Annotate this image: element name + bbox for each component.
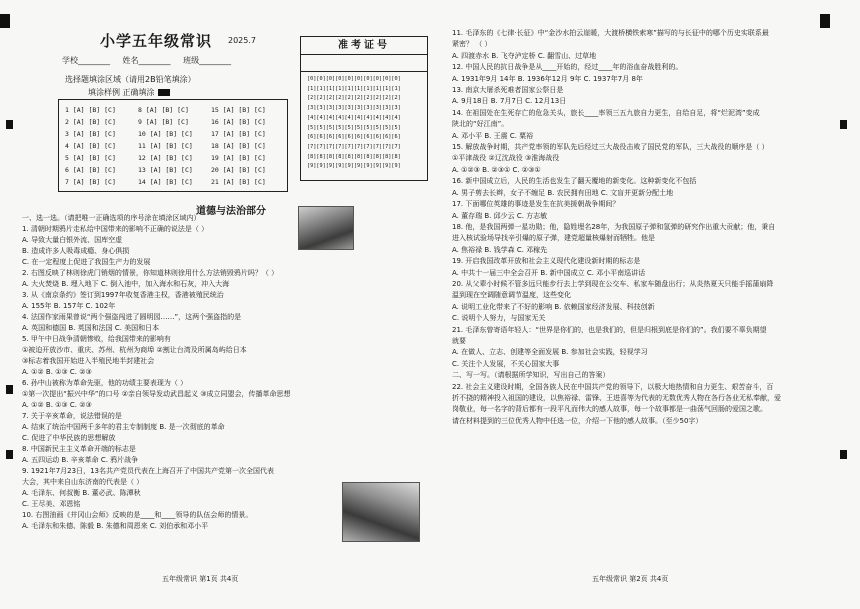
answer-bubble-group[interactable]: 17 [A] [B] [C] — [211, 130, 266, 138]
question-line: A. 毛泽东、何叔衡 B. 董必武、陈潭秋 — [22, 489, 141, 497]
page-footer: 五年级常识 第2页 共4页 — [592, 575, 669, 583]
ticket-number-boxes[interactable] — [301, 55, 427, 72]
answer-grid-row — [65, 178, 284, 186]
fill-example — [88, 87, 170, 98]
answer-bubble-group[interactable]: 6 [A] [B] [C] — [65, 166, 116, 174]
question-line: ①被迫开放沙市、重庆、苏州、杭州为商埠 ②割让台湾及所属岛屿给日本 — [22, 346, 247, 354]
question-line: 就要 — [452, 336, 466, 345]
answer-bubble-group[interactable]: 4 [A] [B] [C] — [65, 142, 116, 150]
question-line: A. 在做人、立志、创建等全面发展 B. 参加社会实践，轻视学习 — [452, 348, 648, 357]
answer-bubble-group[interactable]: 14 [A] [B] [C] — [138, 178, 193, 186]
question-line: A. ①② B. ①③ C. ②③ — [22, 401, 92, 409]
question-line: 15. 解放战争时期，共产党率领的军队先后经过三大战役击败了国民党的军队，三大战役的顺序是（ ） — [452, 143, 769, 152]
answer-bubble-group[interactable]: 8 [A] [B] [C] — [138, 106, 189, 114]
question-line: A. 毛泽东和朱德、陈毅 B. 朱德和周恩来 C. 刘伯承和邓小平 — [22, 522, 209, 530]
registration-mark — [6, 120, 13, 129]
question-line: 16. 新中国成立后，人民的生活也发生了翻天覆地的新变化。这种新变化不包括 — [452, 177, 697, 186]
ticket-title: 准考证号 — [301, 37, 427, 55]
question-line: 20. 从父辈小时候不管多远只能步行去上学到现在公交车、私家车随盘出行；从炎热夏天只能手摇蒲扇降 — [452, 279, 774, 288]
question-line: A. 邓小平 B. 王震 C. 粟裕 — [452, 131, 534, 140]
question-line: A. 焦裕禄 B. 钱学森 C. 邓稼先 — [452, 245, 548, 254]
question-line: C. 在一定程度上促进了我国生产力的发展 — [22, 258, 151, 266]
question-line: A. 大火焚烧 B. 埋入地下 C. 倒入池中，加入海水和石灰，冲入大海 — [22, 280, 230, 288]
question-line: 14. 在祖国处在生死存亡的危急关头，旅长____率领三五九旅自力更生，自给自足，将“烂泥湾”变成 — [452, 108, 760, 117]
registration-mark — [6, 450, 13, 459]
question-list — [22, 213, 291, 532]
answer-grid-row — [65, 142, 284, 150]
question-line: 请在材料提到的三位优秀人物中任选一位，介绍一下他的感人故事。（至少50字） — [452, 416, 703, 425]
question-line: A. 结束了统治中国两千多年的君主专制制度 B. 是一次彻底的革命 — [22, 423, 225, 431]
question-line: ③标志着我国开始进入半殖民地半封建社会 — [22, 357, 155, 365]
question-line: A. 五四运动 B. 辛亥革命 C. 鸦片战争 — [22, 456, 139, 464]
question-line: 进入核试验场导找辛引爆的原子弹，建党超量核爆射而牺牲。他是 — [452, 234, 655, 243]
question-line: A. 董存瑞 B. 邱少云 C. 方志敏 — [452, 211, 548, 220]
answer-bubble-group[interactable]: 2 [A] [B] [C] — [65, 118, 116, 126]
question-line: 3. 从《南京条约》签订到1997年收复香港主权，香港被殖民统治 — [22, 291, 224, 299]
question-line: 12. 中国人民的抗日战争是从____开始的，经过____年的浴血奋战胜利的。 — [452, 63, 683, 72]
registration-mark — [6, 385, 13, 394]
question-line: C. 王尽美、邓恩铭 — [22, 500, 81, 508]
question-line: 二、写一写。（请根据所学知识，写出自己的答案） — [452, 371, 610, 380]
question-line: A. 155年 B. 157年 C. 102年 — [22, 302, 116, 310]
answer-bubble-group[interactable]: 10 [A] [B] [C] — [138, 130, 193, 138]
question-line: 8. 中国新民主主义革命开端的标志是 — [22, 445, 136, 453]
question-list — [452, 28, 781, 427]
question-line: C. 促进了中华民族的思想解放 — [22, 434, 116, 442]
question-line: A. 9月18日 B. 7月7日 C. 12月13日 — [452, 97, 567, 106]
exam-date: 2025.7 — [228, 36, 256, 45]
answer-bubble-group[interactable]: 5 [A] [B] [C] — [65, 154, 116, 162]
question-line: 岗敬业，每一名字的背后都有一段平凡而伟大的感人故事，每一个故事都是一曲荡气回肠的爱国之歌。 — [452, 405, 767, 414]
registration-mark — [840, 450, 847, 459]
answer-bubble-group[interactable]: 12 [A] [B] [C] — [138, 154, 193, 162]
answer-bubble-group[interactable]: 11 [A] [B] [C] — [138, 142, 193, 150]
question-line: 陕北的“好江南”。 — [452, 120, 509, 129]
student-info — [62, 55, 241, 66]
question-line: 17. 下面哪位英雄的事迹是发生在抗美援朝战争期间？ — [452, 200, 620, 209]
filled-bubble-sample — [158, 89, 170, 96]
answer-grid-row — [65, 130, 284, 138]
answer-bubble-group[interactable]: 9 [A] [B] [C] — [138, 118, 189, 126]
question-line: A. 中共十一届三中全会召开 B. 新中国成立 C. 邓小平南巡讲话 — [452, 268, 646, 277]
answer-grid[interactable] — [58, 99, 288, 192]
name-field[interactable]: 姓名________ — [122, 56, 171, 65]
question-line: 9. 1921年7月23日，13名共产党员代表在上海召开了中国共产党第一次全国代表 — [22, 467, 274, 475]
question-line: 18. 他，是我国两弹一星功勋；他，隐姓埋名28年，为我国原子弹和氢弹的研究作出重大贡献；他，秉自 — [452, 222, 776, 231]
answer-bubble-group[interactable]: 15 [A] [B] [C] — [211, 106, 266, 114]
section-title: 道德与法治部分 — [196, 206, 266, 217]
question-line: 紧密？ （ ） — [452, 40, 492, 49]
question-line: ①平津战役 ②辽沈战役 ③淮海战役 — [452, 154, 560, 163]
question-line: 温到现在空调随意调节温度，这些变化 — [452, 291, 571, 300]
opium-burning-illustration — [298, 206, 354, 250]
ticket-digit-bubbles[interactable]: [0][0][0][0][0][0][0][0][0][0] [1][1][1][1][1][1][1][1][1][1] [2][2][2][2][2][2][2][2][2][2] [3][3][3][3][3][3][3][3][3][3] [4][4][4][4][4][4][4][4][4][4] [5][5][5][5][5][5][5][5][5][5] [6][6][6][6][6][6][6][6][6][6] [7][7][7][7][7][7][7][7][7][7] [8][8][8][8][8][8][8][8][8][8] [9][9][9][9][9][9][9][9][9][9] — [307, 76, 401, 170]
question-line: 19. 开启我国改革开放和社会主义现代化建设新时期的标志是 — [452, 257, 641, 266]
question-line: 13. 南京大屠杀死难者国家公祭日是 — [452, 86, 564, 95]
question-line: 大会，其中来自山东济南的代表是（ ） — [22, 478, 144, 486]
page-footer: 五年级常识 第1页 共4页 — [162, 575, 239, 583]
class-field[interactable]: 班级________ — [183, 56, 232, 65]
registration-mark — [0, 14, 10, 28]
exam-title: 小学五年级常识 — [100, 32, 213, 50]
answer-bubble-group[interactable]: 19 [A] [B] [C] — [211, 154, 266, 162]
question-line: ①第一次提出“振兴中华”的口号 ②亲自领导发动武昌起义 ③成立同盟会，传播革命思想 — [22, 390, 291, 398]
registration-mark — [820, 14, 830, 28]
question-line: 22. 社会主义建设时期，全国各族人民在中国共产党的领导下，以极大地热情和自力更生、艰苦奋斗，百 — [452, 382, 774, 391]
answer-bubble-group[interactable]: 21 [A] [B] [C] — [211, 178, 266, 186]
answer-bubble-group[interactable]: 1 [A] [B] [C] — [65, 106, 116, 114]
question-line: 21. 毛泽东曾寄语年轻人：“世界是你们的，也是我们的，但是归根到底是你们的”。我们要不辜负期望 — [452, 325, 767, 334]
question-line: C. 关注个人发展，不关心国家大事 — [452, 359, 560, 368]
question-line: 5. 甲午中日战争清朝惨败，给我国带来的影响有 — [22, 335, 171, 343]
question-line: 1. 清朝时期鸦片走私给中国带来的影响不正确的说法是（ ） — [22, 225, 209, 233]
question-line: A. 英国和德国 B. 英国和法国 C. 美国和日本 — [22, 324, 160, 332]
question-line: A. 导致大量白银外流、国库空虚 — [22, 236, 123, 244]
fill-instruction: 选择题填涂区域（请用2B铅笔填涂） — [65, 75, 196, 84]
question-line: C. 说明个人努力，与国家无关 — [452, 314, 546, 323]
jinggangshan-painting — [342, 482, 420, 542]
question-line: A. 四渡赤水 B. 飞夺泸定桥 C. 翻雪山、过草地 — [452, 51, 597, 60]
answer-bubble-group[interactable]: 13 [A] [B] [C] — [138, 166, 193, 174]
answer-grid-row — [65, 106, 284, 114]
question-line: 10. 右图油画《井冈山会师》反映的是____和____领导的队伍会师的情景。 — [22, 511, 253, 519]
answer-bubble-group[interactable]: 20 [A] [B] [C] — [211, 166, 266, 174]
question-line: 2. 右图反映了林则徐虎门销烟的情景，你知道林则徐用什么方法销毁鸦片吗？（ ） — [22, 269, 279, 277]
question-line: 7. 关于辛亥革命，说法错误的是 — [22, 412, 122, 420]
answer-grid-row — [65, 166, 284, 174]
question-line: 11. 毛泽东的《七律·长征》中“金沙水拍云崖暖，大渡桥横铁索寒”描写的与长征中的哪个历史实联系最 — [452, 29, 769, 37]
answer-bubble-group[interactable]: 7 [A] [B] [C] — [65, 178, 116, 186]
question-line: A. 说明工业化带来了不好的影响 B. 依赖国家经济发展、科技创新 — [452, 302, 655, 311]
question-line: B. 造成许多人吸毒成瘾、身心俱损 — [22, 247, 130, 255]
question-line: 一、选一选。（请把唯一正确选项的序号涂在填涂区域内） — [22, 214, 201, 222]
question-line: A. ①②③ B. ②③① C. ②③① — [452, 165, 541, 174]
question-line: A. 男子剪去长辫，女子不缠足 B. 农民拥有田地 C. 文盲并更新分配土地 — [452, 188, 674, 197]
question-line: 6. 孙中山被称为革命先驱，他的功绩主要表现为（ ） — [22, 379, 188, 387]
answer-bubble-group[interactable]: 3 [A] [B] [C] — [65, 130, 116, 138]
question-line: A. ①② B. ①③ C. ②③ — [22, 368, 92, 376]
question-line: A. 1931年9月 14年 B. 1936年12月 9年 C. 1937年7月 8年 — [452, 74, 643, 83]
school-field[interactable]: 学校________ — [62, 56, 110, 65]
answer-bubble-group[interactable]: 16 [A] [B] [C] — [211, 118, 266, 126]
fill-example-label: 填涂样例 正确填涂 — [88, 88, 155, 97]
registration-mark — [840, 120, 847, 129]
page-2 — [430, 0, 860, 609]
admission-ticket — [300, 36, 428, 181]
question-line: 4. 法国作家雨果曾说“两个强盗闯进了圆明园……”，这两个强盗指的是 — [22, 313, 242, 321]
answer-grid-row — [65, 154, 284, 162]
answer-grid-row — [65, 118, 284, 126]
answer-bubble-group[interactable]: 18 [A] [B] [C] — [211, 142, 266, 150]
question-line: 折不挠的精神投入祖国的建设，以焦裕禄、雷锋、王进喜等为代表的无数优秀人物在各行各业无私奉献，爱 — [452, 394, 781, 402]
